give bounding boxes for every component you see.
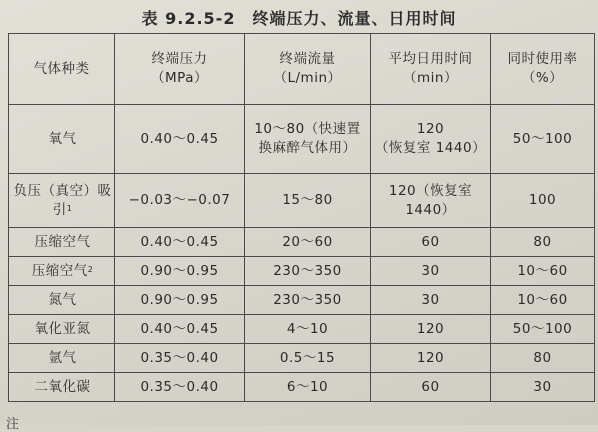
header-flow-line1: 终端流量 [279, 51, 336, 67]
cell-time: 120（恢复室 1440） [371, 174, 491, 228]
cell-pressure: 0.90～0.95 [115, 286, 245, 315]
header-gas-line1: 气体种类 [33, 60, 90, 77]
header-rate [491, 34, 595, 105]
cell-flow: 230～350 [245, 286, 371, 315]
table-row [9, 174, 595, 228]
header-time-line1: 平均日用时间 [388, 51, 473, 67]
header-rate-line1: 同时使用率 [507, 51, 578, 67]
cell-pressure: 0.40～0.45 [115, 228, 245, 257]
cell-pressure: 0.40～0.45 [115, 315, 245, 344]
table-row [9, 257, 595, 286]
cell-flow: 230～350 [245, 257, 371, 286]
gas-name: 氮气 [48, 291, 77, 308]
cell-gas [9, 174, 115, 228]
cell-pressure: 0.35～0.40 [115, 344, 245, 373]
cell-time: 120 [371, 315, 491, 344]
cell-rate: 50～100 [491, 315, 595, 344]
gas-name: 氩气 [48, 349, 77, 366]
table-caption: 表 9.2.5-2 终端压力、流量、日用时间 [141, 9, 457, 28]
cell-rate: 100 [491, 174, 595, 228]
cell-rate: 50～100 [491, 105, 595, 174]
footnote-start: 注 [6, 417, 20, 432]
cell-flow [245, 105, 371, 174]
gas-name: 压缩空气 [34, 233, 91, 250]
header-time [371, 34, 491, 105]
table-row [9, 344, 595, 373]
cell-pressure: 0.40～0.45 [115, 105, 245, 174]
cell-pressure: −0.03～−0.07 [115, 174, 245, 228]
cell-gas [9, 105, 115, 174]
time-line2: （恢复室 1440） [374, 140, 487, 156]
header-pressure [115, 34, 245, 105]
cell-rate: 30 [491, 373, 595, 402]
gas-footnote-mark: 1 [66, 203, 73, 213]
cell-time: 60 [371, 228, 491, 257]
gas-name: 氧气 [48, 130, 77, 147]
gas-footnote-mark: 2 [87, 264, 94, 274]
cell-gas [9, 373, 115, 402]
cell-gas [9, 315, 115, 344]
cell-rate: 10～60 [491, 257, 595, 286]
cell-gas [9, 257, 115, 286]
gas-name: 二氧化碳 [34, 378, 91, 395]
cell-time: 60 [371, 373, 491, 402]
cell-time: 120 [371, 344, 491, 373]
gas-name: 负压（真空）吸引 [13, 182, 112, 218]
cell-rate: 80 [491, 228, 595, 257]
table-container [8, 33, 594, 402]
cell-flow: 15～80 [245, 174, 371, 228]
cell-gas [9, 344, 115, 373]
cell-flow: 0.5～15 [245, 344, 371, 373]
cell-rate: 80 [491, 344, 595, 373]
header-pressure-line1: 终端压力 [151, 51, 208, 67]
gas-name: 压缩空气 [31, 262, 88, 279]
gas-name: 氧化亚氮 [34, 320, 91, 337]
header-pressure-unit: （MPa） [151, 70, 208, 86]
cell-pressure: 0.35～0.40 [115, 373, 245, 402]
header-rate-unit: （%） [521, 70, 564, 86]
cell-time [371, 105, 491, 174]
cell-flow: 6～10 [245, 373, 371, 402]
cell-flow: 20～60 [245, 228, 371, 257]
cell-time: 30 [371, 286, 491, 315]
table-row [9, 228, 595, 257]
table-row [9, 315, 595, 344]
header-time-unit: （min） [403, 70, 458, 86]
gas-terminal-table [8, 33, 595, 402]
cell-pressure: 0.90～0.95 [115, 257, 245, 286]
cell-flow: 4～10 [245, 315, 371, 344]
flow-line1: 10～80（快速置 [254, 121, 361, 137]
time-line1: 120 [416, 121, 445, 137]
header-gas [9, 34, 115, 105]
table-row [9, 105, 595, 174]
cell-time: 30 [371, 257, 491, 286]
table-row [9, 286, 595, 315]
cell-gas [9, 286, 115, 315]
cell-gas [9, 228, 115, 257]
header-flow [245, 34, 371, 105]
header-flow-unit: （L/min） [273, 70, 342, 86]
header-row [9, 34, 595, 105]
flow-line2: 换麻醉气体用） [258, 140, 357, 156]
table-row [9, 373, 595, 402]
cell-rate: 10～60 [491, 286, 595, 315]
